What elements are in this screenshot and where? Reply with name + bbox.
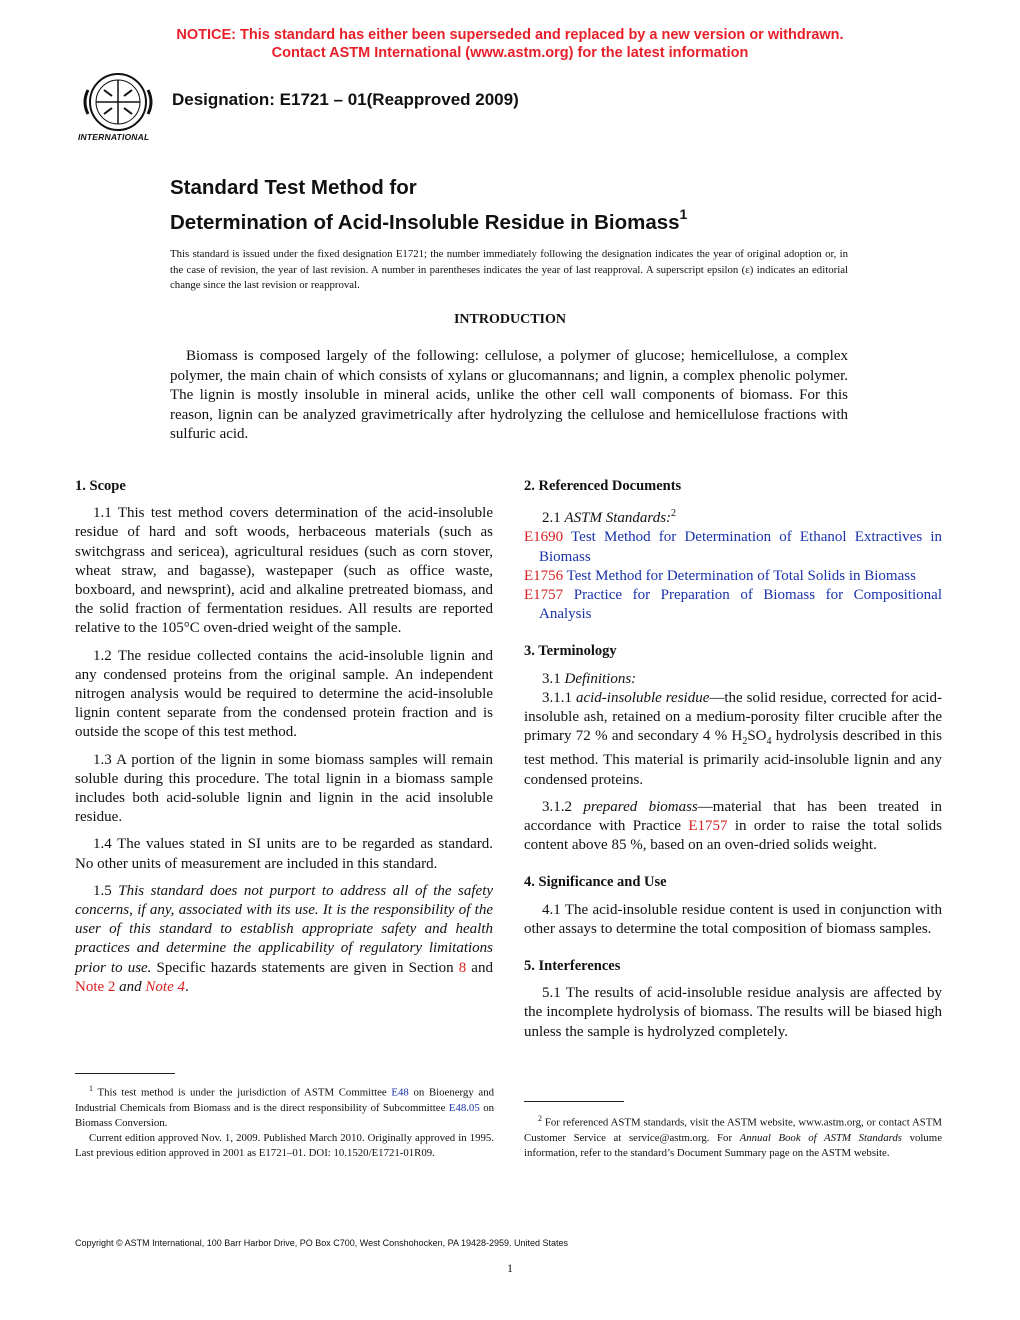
left-column [75,477,493,1005]
section-interferences-heading: 5. Interferences [524,958,621,975]
copyright-line: Copyright © ASTM International, 100 Barr Harbor Drive, PO Box C700, West Conshohocken, PA 19428-2959. United States [75,1238,569,1248]
astm-logo [74,72,166,144]
reference-code-link[interactable]: E1757 [524,587,564,604]
reference-title-link[interactable]: Test Method for Determination of Ethanol Extractives in Biomass [539,529,942,565]
footnote-1-mark: 1 [89,1084,93,1093]
section-terminology-heading: 3. Terminology [524,643,617,660]
subscript-2: 2 [742,736,748,748]
term-acid-insoluble-residue [524,689,942,790]
title-footnote-mark: 1 [679,206,688,222]
scope-1-2: 1.2 The residue collected contains the acid-insoluble lignin and any condensed proteins from the original sample. An independent nitrogen analysis would be required to determine the acid-insoluble lignin content separate from the condensed protein fraction and is outside the scope of this test method. [75,647,493,741]
safety-caveat: This standard does not purport to address all of the safety concerns, if any, associated with its use. It is the responsibility of the user of this standard to establish appropriate safety and health practices and determine the applicability of regulatory limitations prior to use. [75,882,494,976]
title-main: Determination of Acid-Insoluble Residue in Biomass [170,210,680,234]
reference-item[interactable] [524,528,942,566]
interferences-5-1: 5.1 The results of acid-insoluble residue analysis are affected by the incomplete hydrolysis of biomass. The results will be biased high unless the sample is hydrolyzed completely. [524,985,942,1040]
significance-4-1: 4.1 The acid-insoluble residue content is used in conjunction with other assays to determine the total composition of biomass samples. [524,901,942,937]
footnote-1-part-b: on Bioenergy and Industrial Chemicals from Biomass and is the direct responsibility of Subcommittee [75,1086,494,1114]
reference-code-link[interactable]: E1690 [524,529,564,546]
section-scope-heading: 1. Scope [75,478,126,494]
e1757-link[interactable]: E1757 [688,818,728,835]
scope-1-4: 1.4 The values stated in SI units are to be regarded as standard. No other units of measurement are included in this standard. [75,836,493,872]
scope-1-5-text: Specific hazards statements are given in Section [151,959,459,976]
definitions-number: 3.1 [542,670,565,687]
title-line-1: Standard Test Method for [170,176,417,199]
section-8-link[interactable]: 8 [458,959,467,976]
definitions-label: Definitions: [564,670,637,687]
scope-1-3: 1.3 A portion of the lignin in some biomass samples will remain soluble during this procedure. The total lignin in a biomass sample includes both acid-soluble lignin and lignin in the acid insoluble residue. [75,751,493,826]
term-2-definition-end: in order to raise the total solids content above 85 %, based on an oven-dried solids weight. [524,818,943,854]
footnote-divider-left [75,1073,175,1074]
footnote-2-mark: 2 [671,508,677,520]
subscript-4: 4 [766,736,772,748]
note-4-link[interactable]: Note 4 [145,978,186,995]
astm-standards-subheading [524,504,942,528]
scope-1-5-end: . [185,978,189,995]
term-2-definition: —material that has been treated in accordance with Practice [524,798,942,835]
footnote-2-part-b: volume information, refer to the standard’s Document Summary page on the ASTM website. [524,1131,942,1159]
reference-title-link[interactable]: Test Method for Determination of Total Solids in Biomass [563,567,916,584]
section-referenced-heading: 2. Referenced Documents [524,478,682,494]
term-2-name: prepared biomass [583,798,698,815]
e48-link[interactable]: E48 [391,1086,409,1099]
issued-note: This standard is issued under the fixed designation E1721; the number immediately following the designation indicates the year of original adoption or, in the case of revision, the year of last revision. A number in parentheses indicates the year of last reapproval. A superscript epsilon (ε) indicates an editorial change since the last revision or reapproval. [170,248,848,291]
term-1-name: acid-insoluble residue [575,689,710,706]
scope-1-1: 1.1 This test method covers determination of the acid-insoluble residue of hard and soft woods, herbaceous materials (such as switchgrass and sericea), agricultural residues (such as corn stover, wheat straw, and bagasse), wastepaper (such as office waste, boxboard, and newsprint), acid and alkaline pretreated biomass, and the solid fraction of fermentation residues. All results are reported relative to the 105°C oven-dried weight of the sample. [75,505,493,637]
reference-title-link[interactable]: Practice for Preparation of Biomass for Compositional Analysis [539,587,942,623]
subheading-number: 2.1 [542,510,565,527]
note-2-link[interactable]: Note 2 [75,978,116,995]
subheading-label: ASTM Standards: [564,510,672,527]
footnote-2-mark-bottom: 2 [538,1114,542,1123]
scope-1-5-and: and [466,959,493,976]
right-column [524,477,942,1050]
footnote-1 [75,1081,494,1161]
term-1-formula: SO [747,728,767,745]
logo-text: INTERNATIONAL [78,132,150,142]
term-2-number: 3.1.2 [542,798,584,815]
footnote-1-part-a: This test method is under the jurisdiction of ASTM Committee [93,1086,392,1099]
term-1-definition-end: hydrolysis described in this test method. This material is primarily acid-insoluble lignin and any condensed proteins. [524,728,942,788]
e48-05-link[interactable]: E48.05 [448,1101,480,1114]
reference-item[interactable] [524,567,942,586]
scope-1-5 [75,882,493,997]
term-1-number: 3.1.1 [542,689,576,706]
footnote-1-edition: Current edition approved Nov. 1, 2009. Published March 2010. Originally approved in 1995. Last previous edition approved in 2001 as E1721–01. DOI: 10.1520/E1721-01R09. [75,1131,494,1159]
footnote-2-part-a: For referenced ASTM standards, visit the ASTM website, www.astm.org, or contact ASTM Customer Service at service@astm.org. For [524,1116,942,1144]
term-1-definition: —the solid residue, corrected for acid-insoluble ash, retained on a medium-porosity filter crucible after the primary 72 % and secondary 4 % H [524,689,943,745]
footnote-2-book-title: Annual Book of ASTM Standards [739,1131,903,1144]
definitions-subheading [524,670,942,689]
introduction-heading: INTRODUCTION [453,312,566,327]
scope-1-5-number: 1.5 [93,882,119,899]
scope-1-5-and-2: and [115,978,146,995]
page-number: 1 [507,1261,513,1275]
footnote-2 [524,1111,942,1161]
footnote-2-text [524,1111,942,1161]
term-prepared-biomass [524,798,942,856]
footnote-1-text [75,1081,494,1131]
designation: Designation: E1721 – 01(Reapproved 2009) [172,90,519,109]
reference-item[interactable] [524,586,942,624]
notice-banner [0,26,1020,62]
section-significance-heading: 4. Significance and Use [524,874,667,891]
footnote-1-part-c: on Biomass Conversion. [75,1101,494,1129]
introduction-text: Biomass is composed largely of the following: cellulose, a polymer of glucose; hemicellulose, a complex polymer, the main chain of which consists of xylans or glucomannans; and lignin, a complex phenolic polymer. The lignin is mostly insoluble in mineral acids, unlike the other cell wall components of biomass. For this reason, lignin can be analyzed gravimetrically after hydrolyzing the cellulose and hemicellulose fractions with sulfuric acid. [170,348,848,443]
reference-code-link[interactable]: E1756 [524,567,564,584]
notice-line-2: Contact ASTM International (www.astm.org) for the latest information [271,45,749,61]
notice-line-1: NOTICE: This standard has either been superseded and replaced by a new version or withdrawn. [176,27,844,43]
footnote-divider-right [524,1101,624,1102]
title-line-2 [170,202,687,237]
document-title [170,174,687,237]
